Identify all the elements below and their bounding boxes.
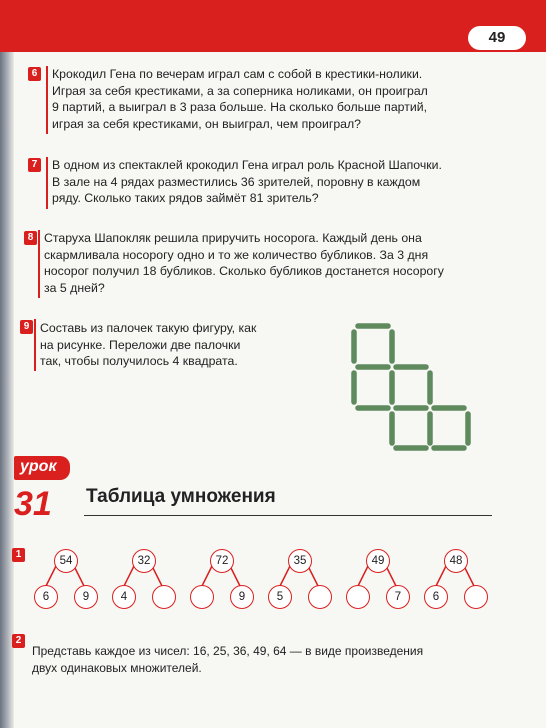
task-line: Представь каждое из чисел: 16, 25, 36, 49, 64 — в виде произведения: [32, 644, 424, 658]
number-tree: [110, 546, 180, 616]
tree-top-circle: 49: [366, 549, 390, 573]
task-8-number: 8: [24, 231, 37, 245]
tree-left-circle: 4: [112, 585, 136, 609]
tree-right-circle: 9: [230, 585, 254, 609]
tree-right-circle: [152, 585, 176, 609]
task-9-text: [40, 320, 256, 370]
book-spine: [0, 52, 14, 728]
page-number: 49: [468, 26, 526, 50]
matchstick-figure: [346, 320, 486, 452]
task-8-text: [44, 230, 444, 296]
task-line: Крокодил Гена по вечерам играл сам с собой в крестики-нолики.: [52, 67, 423, 81]
tree-left-circle: 6: [424, 585, 448, 609]
task-line: скармливала носорогу одно и то же количество бубликов. За 3 дня: [44, 247, 429, 262]
tree-left-circle: [190, 585, 214, 609]
task-6-text: [52, 66, 428, 132]
lesson-title: Таблица умножения: [86, 486, 276, 507]
title-underline: [84, 515, 492, 516]
task-9-number: 9: [20, 320, 33, 334]
tree-right-circle: [308, 585, 332, 609]
tree-right-circle: [464, 585, 488, 609]
task-7-text: [52, 157, 442, 207]
tree-left-circle: 5: [268, 585, 292, 609]
tree-top-circle: 72: [210, 549, 234, 573]
task-line: так, чтобы получилось 4 квадрата.: [40, 354, 238, 368]
task-line: за 5 дней?: [44, 280, 105, 295]
number-tree: [344, 546, 414, 616]
task-line: ряду. Сколько таких рядов займёт 81 зритель?: [52, 191, 319, 205]
task-line: 9 партий, а выиграл в 3 раза больше. На сколько больше партий,: [52, 100, 428, 114]
task-line: В зале на 4 рядах разместились 36 зрителей, поровну в каждом: [52, 174, 421, 189]
task-line: носорог получил 18 бубликов. Сколько бубликов достанется носорогу: [44, 264, 444, 278]
lesson-number: 31: [14, 485, 52, 523]
exercise-2-text: [32, 643, 423, 676]
exercise-2-number: 2: [12, 634, 25, 648]
number-tree: [266, 546, 336, 616]
task-7-marker: [46, 157, 48, 209]
tree-left-circle: [346, 585, 370, 609]
task-line: Играя за себя крестиками, а за соперника ноликами, он проиграл: [52, 83, 428, 98]
exercise-1-number: 1: [12, 548, 25, 562]
task-line: Составь из палочек такую фигуру, как: [40, 321, 257, 335]
task-line: на рисунке. Переложи две палочки: [40, 337, 241, 352]
task-8-marker: [38, 230, 40, 298]
tree-right-circle: 7: [386, 585, 410, 609]
number-tree: [32, 546, 102, 616]
task-6-marker: [46, 66, 48, 134]
number-tree: [188, 546, 258, 616]
task-7-number: 7: [28, 158, 41, 172]
tree-top-circle: 48: [444, 549, 468, 573]
task-line: двух одинаковых множителей.: [32, 660, 202, 675]
tree-top-circle: 54: [54, 549, 78, 573]
tree-top-circle: 32: [132, 549, 156, 573]
lesson-word: урок: [20, 458, 57, 475]
tree-top-circle: 35: [288, 549, 312, 573]
header-bar: [0, 0, 546, 52]
tree-left-circle: 6: [34, 585, 58, 609]
task-9-marker: [34, 319, 36, 371]
tree-right-circle: 9: [74, 585, 98, 609]
task-6-number: 6: [28, 67, 41, 81]
task-line: Старуха Шапокляк решила приручить носорога. Каждый день она: [44, 231, 422, 245]
task-line: В одном из спектаклей крокодил Гена играл роль Красной Шапочки.: [52, 158, 442, 172]
number-tree: [422, 546, 492, 616]
task-line: играя за себя крестиками, он выиграл, чем проиграл?: [52, 116, 362, 131]
